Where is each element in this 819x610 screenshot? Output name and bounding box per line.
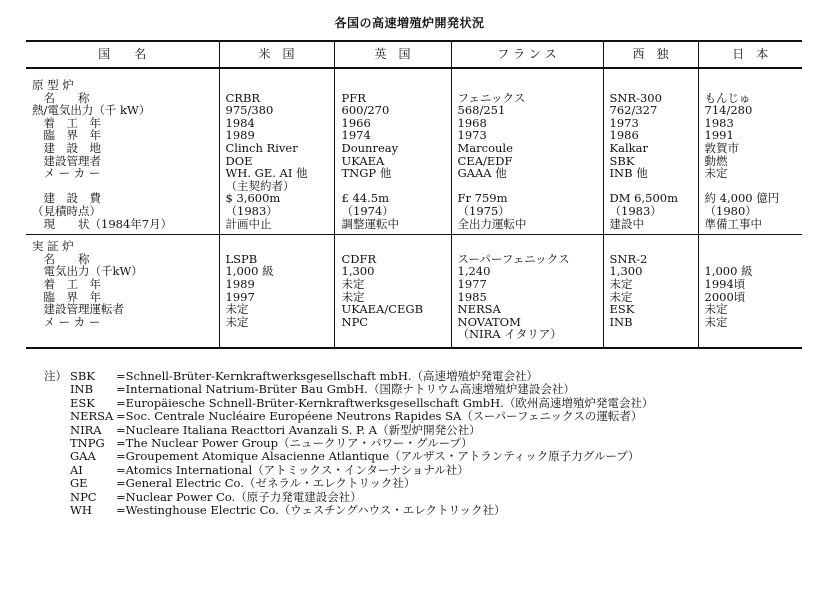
cell [226,240,334,253]
cell: 1985 [457,289,487,304]
header-japan: 日 本 [698,41,802,68]
cell: 1989 [225,128,255,143]
cell: 建設中 [609,216,644,231]
cell: 1997 [225,289,255,304]
cell [226,328,334,341]
cell: 1,300 [341,264,375,279]
cell: WH. GE. AI 他 [225,166,308,181]
cell: UKAEA [341,153,385,168]
note-row [44,477,804,490]
note-desc: =Nuclear Power Co.（原子力発電建設会社） [116,489,362,504]
note-abbr: GE [70,476,88,491]
cell: 714/280 [704,103,753,118]
row-label: 建 設 地 [32,140,101,155]
cell: （NIRA イタリア） [457,327,562,342]
note-abbr: NIRA [70,422,102,437]
note-row [44,491,804,504]
row-label: 現 状（1984年7月） [32,216,173,231]
cell: 未定 [225,302,249,317]
cell: UKAEA/CEGB [341,302,424,317]
cell: 1984 [225,115,255,130]
cell: 1974 [341,128,371,143]
header-us: 米 国 [219,41,334,68]
cell: 未定 [704,302,728,317]
prototype-us [219,68,334,235]
cell: NERSA [457,302,501,317]
cell: Marcoule [457,140,513,155]
cell: 動燃 [704,153,728,168]
cell: 1983 [704,115,734,130]
note-row [44,424,804,437]
note-row [44,464,804,477]
cell: DOE [225,153,253,168]
demonstration-japan [698,235,802,348]
cell: 未定 [341,289,365,304]
note-desc: =The Nuclear Power Group（ニュークリア・パワー・グループ） [116,435,473,450]
cell: もんじゅ [704,90,751,105]
row-label: （見積時点） [32,203,101,218]
note-abbr: TNPG [70,435,105,450]
cell: 975/380 [225,103,274,118]
note-abbr: ESK [70,395,95,410]
note-desc: =Nucleare Italiana Reacttori Avanzali S. P. A（新型炉開発公社） [116,422,481,437]
cell: 敦賀市 [704,140,739,155]
row-label: 着 工 年 [32,115,101,130]
cell: 1977 [457,276,487,291]
prototype-uk [334,68,451,235]
row-label: 名 称 [32,251,90,266]
note-abbr: WH [70,502,92,517]
note-desc: =Westinghouse Electric Co.（ウェスチングハウス・エレクトリック社） [116,502,506,517]
row-label: 名 称 [32,90,90,105]
cell: 1,300 [609,264,643,279]
demonstration-section [26,235,802,348]
cell: DM 6,500m [609,191,678,206]
note-desc: =Schnell-Brüter-Kernkraftwerksgesellschaft mbH.（高速増殖炉発電会社） [116,369,539,383]
cell: LSPB [225,251,258,266]
row-label: 建設管理者 [32,153,101,168]
cell: （1975） [457,203,510,218]
cell: 未定 [704,166,728,181]
cell: SBK [609,153,635,168]
cell: CRBR [225,90,261,105]
cell: Kalkar [609,140,648,155]
note-abbr: AI [70,462,83,477]
cell: （1983） [609,203,662,218]
cell: （1974） [341,203,394,218]
cell: 未定 [225,314,249,329]
cell: NPC [341,314,369,329]
demonstration-us [219,235,334,348]
cell [610,328,698,341]
prototype-france [451,68,603,235]
demonstration-france [451,235,603,348]
demonstration-west-germany [603,235,698,348]
cell: 2000頃 [704,289,746,304]
note-row [44,370,804,383]
cell [342,328,451,341]
note-desc: =Atomics International（アトミックス・インターナショナル社） [116,462,469,477]
cell [705,328,803,341]
note-desc: =International Natrium-Brüter Bau GmbH.（国際ナトリウム高速増殖炉建設会社） [116,382,575,397]
cell: $ 3,600m [225,191,281,206]
cell: NOVATOM [457,314,521,329]
note-row [44,383,804,396]
note-abbr: GAA [70,449,96,464]
cell: INB 他 [609,166,648,181]
cell: （1983） [225,203,278,218]
page-title: 各国の高速増殖炉開発状況 [334,16,485,30]
note-desc: =Soc. Centrale Nucléaire Européene Neutrons Rapides SA（スーパーフェニックスの運転者） [116,409,643,424]
cell: 1,240 [457,264,491,279]
cell: 1994頃 [704,276,746,291]
note-desc: =Europäiesche Schnell-Brüter-Kernkraftwerksgesellschaft GmbH.（欧州高速増殖炉発電会社） [116,395,654,410]
header-uk: 英 国 [334,41,451,68]
note-abbr: SBK [70,369,95,383]
cell: 未定 [704,314,728,329]
cell: 調整運転中 [341,216,399,231]
cell [705,240,803,253]
prototype-japan [698,68,802,235]
notes-prefix: 注） [44,369,67,383]
cell [342,240,451,253]
cell: 762/327 [609,103,658,118]
note-row [44,397,804,410]
row-label: 熱/電気出力（千 kW） [32,103,151,118]
cell: ESK [609,302,635,317]
cell [705,79,803,92]
cell: 1986 [609,128,639,143]
note-row [44,450,804,463]
cell [226,79,334,92]
note-abbr: NPC [70,489,97,504]
cell: 1968 [457,115,487,130]
prototype-west-germany [603,68,698,235]
cell: TNGP 他 [341,166,392,181]
cell [610,240,698,253]
cell: SNR-300 [609,90,662,105]
cell: 1973 [457,128,487,143]
note-abbr: INB [70,382,94,397]
note-desc: =General Electric Co.（ゼネラル・エレクトリック社） [116,476,416,491]
cell: 全出力運転中 [457,216,527,231]
row-label: 原 型 炉 [32,78,74,92]
notes-section [44,370,804,517]
cell: フェニックス [457,90,526,105]
row-label: 臨 界 年 [32,128,101,143]
cell: 約 4,000 億円 [704,191,780,206]
header-france: フ ラ ン ス [451,41,603,68]
cell: Fr 759m [457,191,508,206]
cell: 1966 [341,115,371,130]
cell: 1,000 級 [225,264,274,279]
note-row [44,504,804,517]
cell: 568/251 [457,103,506,118]
cell: 1989 [225,276,255,291]
prototype-section [26,68,802,235]
header-country: 国 名 [26,41,219,68]
header-west-germany: 西 独 [603,41,698,68]
cell: £ 44.5m [341,191,389,206]
row-label: メ ー カ ー [32,314,101,329]
cell: （主契約者） [225,178,295,193]
row-label: 電気出力（千kW） [32,264,143,279]
row-label: 建設管理運転者 [32,302,124,317]
row-label: 着 工 年 [32,276,101,291]
row-label [32,328,219,341]
cell: 未定 [341,276,365,291]
fbr-status-table [26,40,802,349]
cell: SNR-2 [609,251,648,266]
cell: 600/270 [341,103,390,118]
row-label: 実 証 炉 [32,239,74,254]
note-desc: =Groupement Atomique Alsacienne Atlantique（アルザス・アトランティック原子力グループ） [116,449,640,464]
cell [458,240,603,253]
cell: INB [609,314,633,329]
note-row [44,437,804,450]
cell: 1,000 級 [704,264,753,279]
prototype-labels [26,68,219,235]
header-row [26,41,802,68]
cell: スーパーフェニックス [457,251,570,266]
note-abbr: NERSA [70,409,114,424]
cell: Clinch River [225,140,298,155]
cell [342,79,451,92]
row-label: メ ー カ ー [32,166,101,181]
cell: 未定 [609,276,633,291]
cell: 計画中止 [225,216,272,231]
row-label: 臨 界 年 [32,289,101,304]
row-label: 建 設 費 [32,191,101,206]
cell: Dounreay [341,140,399,155]
cell [458,79,603,92]
cell: CDFR [341,251,377,266]
demonstration-labels [26,235,219,348]
demonstration-uk [334,235,451,348]
cell: GAAA 他 [457,166,507,181]
cell: 未定 [609,289,633,304]
cell: 1991 [704,128,734,143]
cell [610,79,698,92]
note-row [44,410,804,423]
cell: 準備工事中 [704,216,762,231]
cell: CEA/EDF [457,153,513,168]
cell: （1980） [704,203,757,218]
cell: 1973 [609,115,639,130]
cell: PFR [341,90,366,105]
